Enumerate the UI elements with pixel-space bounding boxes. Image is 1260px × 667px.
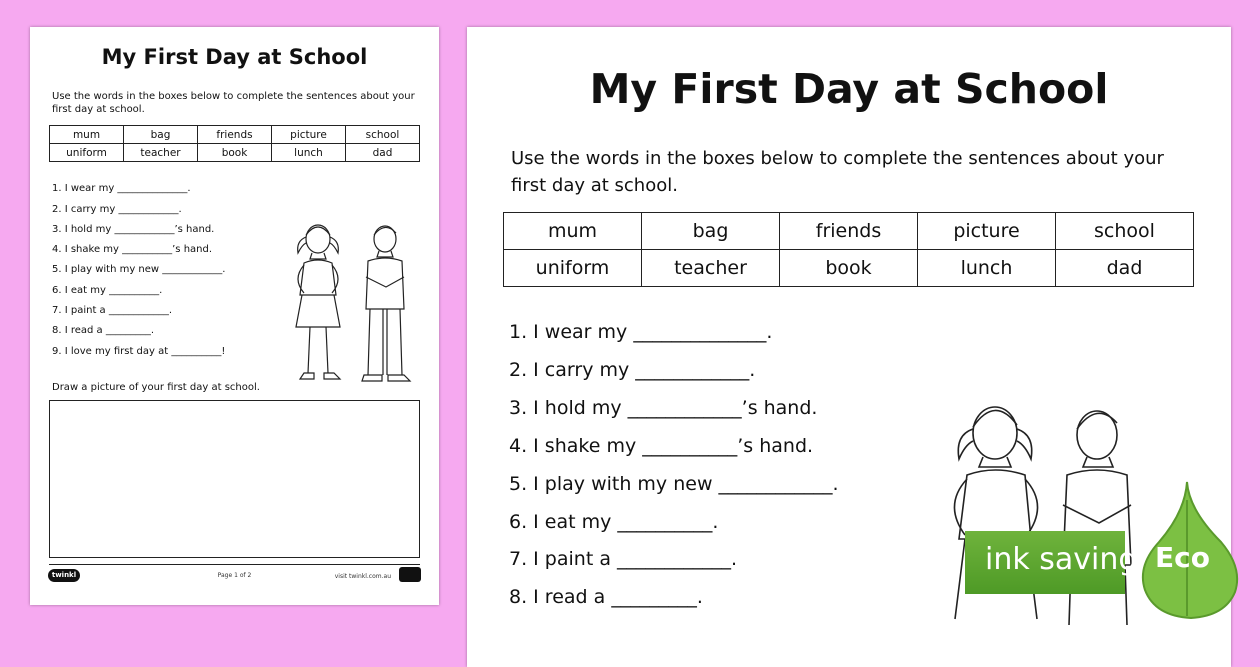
footer-url: visit twinkl.com.au xyxy=(334,573,391,580)
sentence-8: 8. I read a _________. xyxy=(509,586,703,608)
sentence-4: 4. I shake my __________’s hand. xyxy=(509,435,814,457)
word-cell: school xyxy=(1056,213,1194,250)
word-cell: book xyxy=(198,144,272,162)
curriculum-badge-icon xyxy=(399,567,421,582)
drawing-box xyxy=(49,400,420,558)
sentence-8: 8. I read a _________. xyxy=(52,325,155,336)
draw-prompt: Draw a picture of your first day at school. xyxy=(52,382,260,393)
page-number: Page 1 of 2 xyxy=(217,572,252,579)
page-title: My First Day at School xyxy=(589,65,1109,113)
sentence-1: 1. I wear my ______________. xyxy=(52,183,191,194)
word-cell: bag xyxy=(642,213,780,250)
children-illustration xyxy=(282,217,427,387)
word-row xyxy=(50,144,420,162)
word-cell: dad xyxy=(1056,250,1194,287)
word-cell: friends xyxy=(780,213,918,250)
instructions: Use the words in the boxes below to complete the sentences about your first day at school. xyxy=(52,91,415,115)
word-cell: teacher xyxy=(642,250,780,287)
word-row xyxy=(504,213,1194,250)
worksheet-preview-page-1 xyxy=(30,27,439,605)
sentence-3: 3. I hold my ____________’s hand. xyxy=(52,224,215,235)
word-row xyxy=(50,126,420,144)
sentence-7: 7. I paint a ____________. xyxy=(509,548,738,570)
ink-saving-label: ink saving xyxy=(985,542,1138,577)
page-title: My First Day at School xyxy=(101,45,368,69)
word-cell: school xyxy=(346,126,420,144)
sentence-2: 2. I carry my ____________. xyxy=(509,359,756,381)
sentence-1: 1. I wear my ______________. xyxy=(509,321,773,343)
sentence-9: 9. I love my first day at __________! xyxy=(52,346,226,357)
word-cell: teacher xyxy=(124,144,198,162)
word-cell: picture xyxy=(918,213,1056,250)
word-cell: mum xyxy=(504,213,642,250)
sentence-7: 7. I paint a ____________. xyxy=(52,305,173,316)
word-box-table xyxy=(49,125,420,162)
word-row xyxy=(504,250,1194,287)
word-cell: picture xyxy=(272,126,346,144)
sentence-4: 4. I shake my __________’s hand. xyxy=(52,244,213,255)
word-cell: uniform xyxy=(50,144,124,162)
sentence-2: 2. I carry my ____________. xyxy=(52,204,182,215)
word-cell: uniform xyxy=(504,250,642,287)
sentence-6: 6. I eat my __________. xyxy=(509,511,719,533)
sentence-5: 5. I play with my new ____________. xyxy=(52,264,226,275)
sentence-5: 5. I play with my new ____________. xyxy=(509,473,839,495)
eco-badge-label: Eco xyxy=(1155,541,1210,574)
sentence-3: 3. I hold my ____________’s hand. xyxy=(509,397,818,419)
twinkl-logo: twinkl xyxy=(48,569,80,582)
word-cell: lunch xyxy=(918,250,1056,287)
sentence-6: 6. I eat my __________. xyxy=(52,285,163,296)
word-box-table xyxy=(503,212,1194,287)
footer-divider xyxy=(49,564,420,565)
word-cell: friends xyxy=(198,126,272,144)
word-cell: bag xyxy=(124,126,198,144)
word-cell: book xyxy=(780,250,918,287)
word-cell: dad xyxy=(346,144,420,162)
instructions: Use the words in the boxes below to complete the sentences about your first day at school. xyxy=(511,148,1164,196)
word-cell: mum xyxy=(50,126,124,144)
word-cell: lunch xyxy=(272,144,346,162)
